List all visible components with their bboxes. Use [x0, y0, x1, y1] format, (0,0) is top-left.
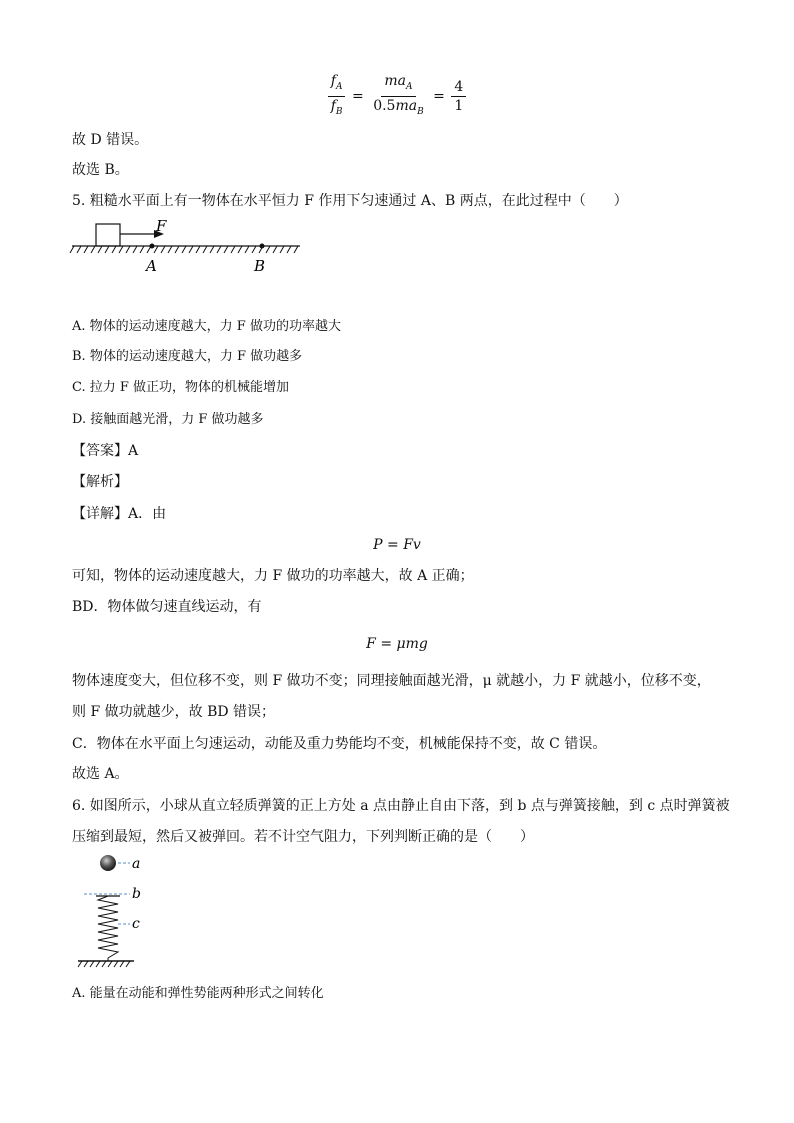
fraction-middle: $\frac{ma_A}{0.5ma_B}$	[373, 73, 424, 117]
bd-explanation-1: 物体速度变大，但位移不变，则 F 做功不变；同理接触面越光滑，μ 就越小，力 F 就越小，位移不变，	[72, 673, 711, 689]
figure-block-on-surface	[68, 218, 308, 278]
q6-option-a: A. 能量在动能和弹性势能两种形式之间转化	[72, 986, 324, 1001]
spring-coil	[98, 896, 118, 958]
q5-option-a: A. 物体的运动速度越大，力 F 做功的功率越大	[72, 319, 341, 334]
point-a-dot	[150, 244, 155, 249]
q5-option-d: D. 接触面越光滑，力 F 做功越多	[72, 412, 264, 427]
fraction-left: $\frac{f_A}{f_B}$	[328, 72, 346, 121]
figure-ball-spring	[74, 850, 164, 972]
equation-power: P = Fv	[373, 537, 421, 553]
question-5: 5. 粗糙水平面上有一物体在水平恒力 F 作用下匀速通过 A、B 两点，在此过程中（ ）	[72, 193, 628, 209]
force-label: F	[156, 218, 167, 235]
choose-b-line: 故选 B。	[72, 162, 129, 178]
point-b-label: B	[254, 257, 266, 275]
equation-friction: F = μmg	[366, 636, 428, 652]
c-explanation: C．物体在水平面上匀速运动，动能及重力势能均不变，机械能保持不变，故 C 错误。	[72, 736, 607, 752]
fraction-right: $\frac{4}{1}$	[451, 78, 466, 115]
q5-option-b: B. 物体的运动速度越大，力 F 做功越多	[72, 349, 303, 364]
question-6-line-2: 压缩到最短，然后又被弹回。若不计空气阻力，下列判断正确的是（ ）	[72, 829, 534, 845]
analysis-label: 【解析】	[72, 474, 128, 490]
question-6-line-1: 6. 如图所示，小球从直立轻质弹簧的正上方处 a 点由静止自由下落，到 b 点与弹簧接触，到 c 点时弹簧被	[72, 798, 730, 814]
point-a-label: A	[146, 257, 157, 275]
bd-line: BD．物体做匀速直线运动，有	[72, 599, 262, 615]
d-wrong-line: 故 D 错误。	[72, 132, 149, 148]
label-b: b	[132, 886, 141, 902]
q5-option-c: C. 拉力 F 做正功，物体的机械能增加	[72, 380, 290, 395]
point-b-dot	[260, 244, 265, 249]
detail-line: 【详解】A．由	[72, 506, 167, 522]
spring-ground-hatching	[78, 961, 130, 967]
block-shape	[96, 224, 120, 246]
label-c: c	[132, 916, 140, 932]
known-line: 可知，物体的运动速度越大，力 F 做功的功率越大，故 A 正确；	[72, 568, 474, 584]
bd-explanation-2: 则 F 做功就越少，故 BD 错误；	[72, 704, 276, 720]
label-a: a	[132, 856, 141, 872]
answer-label: 【答案】A	[72, 443, 139, 459]
formula-fa-fb: $\frac{f_A}{f_B}$ = $\frac{ma_A}{0.5ma_B}$ = $\frac{4}{1}$	[0, 72, 794, 121]
choose-a-line: 故选 A。	[72, 766, 129, 782]
ball	[100, 855, 116, 871]
